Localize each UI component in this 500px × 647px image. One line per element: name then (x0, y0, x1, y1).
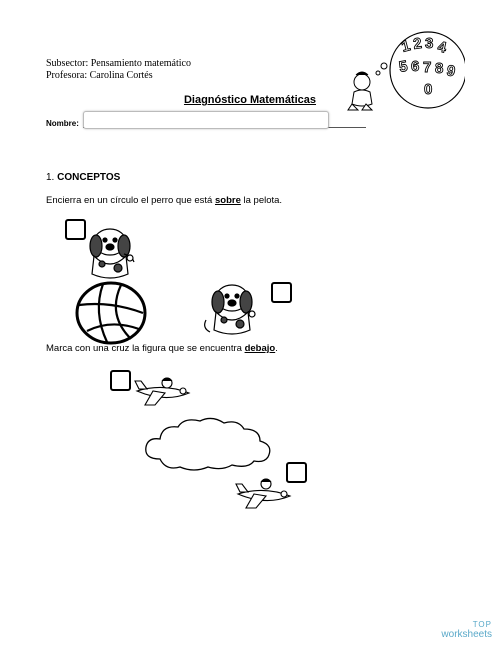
question-2-text (46, 343, 278, 354)
digit-3: 3 (425, 35, 434, 52)
q2-checkbox-plane-above[interactable] (110, 370, 131, 391)
page-title: Diagnóstico Matemáticas (183, 94, 317, 106)
q1-text-after: la pelota. (240, 195, 283, 206)
digit-4: 4 (436, 38, 448, 57)
section-title: CONCEPTOS (57, 172, 121, 183)
subsector-text: Subsector: Pensamiento matemático (46, 58, 191, 69)
plane-below-illustration (234, 470, 296, 514)
footer-brand (400, 620, 492, 640)
question-1-text (46, 195, 282, 206)
digit-9: 9 (445, 62, 457, 81)
name-field[interactable] (83, 111, 329, 129)
digit-8: 8 (435, 60, 444, 77)
name-label: Nombre: (46, 119, 79, 128)
brand-bottom: worksheets (441, 629, 492, 640)
q1-keyword: sobre (214, 195, 241, 206)
dog-beside-illustration (200, 278, 270, 340)
digit-5: 5 (397, 57, 409, 76)
q1-text-before: Encierra en un círculo el perro que está (46, 195, 215, 206)
brand-top: TOP (472, 620, 492, 629)
section-heading (46, 172, 120, 183)
cloud-illustration (140, 415, 280, 471)
digit-0: 0 (424, 81, 433, 98)
plane-above-illustration (133, 367, 195, 411)
q2-keyword: debajo (244, 343, 276, 354)
q2-text-after: . (275, 343, 278, 354)
digit-6: 6 (411, 58, 420, 75)
ball-illustration (73, 281, 149, 345)
q2-text-before: Marca con una cruz la figura que se encuentra (46, 343, 245, 354)
q1-checkbox-dog-beside[interactable] (271, 282, 292, 303)
dog-on-ball-illustration (80, 220, 150, 282)
section-number: 1. (46, 172, 55, 183)
teacher-text: Profesora: Carolina Cortés (46, 70, 153, 81)
digit-7: 7 (423, 59, 432, 76)
digit-2: 2 (412, 34, 423, 53)
digit-1: 1 (399, 37, 413, 56)
